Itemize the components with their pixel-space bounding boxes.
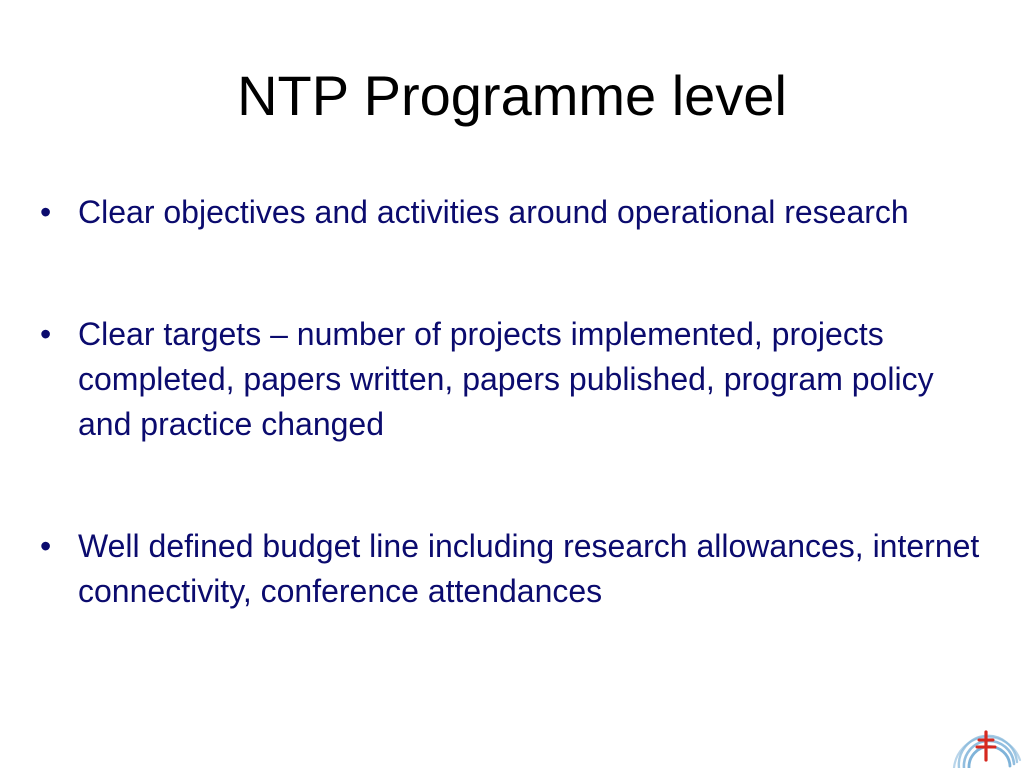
list-item — [30, 190, 990, 235]
bullet-text: Well defined budget line including research allowances, internet connectivity, conference attendances — [78, 528, 980, 609]
bullet-list — [30, 190, 990, 614]
bullet-icon: • — [40, 316, 52, 352]
double-barred-cross-logo-icon — [946, 690, 1024, 768]
slide-title: NTP Programme level — [237, 64, 787, 127]
bullet-text: Clear objectives and activities around operational research — [78, 194, 909, 230]
bullet-icon: • — [40, 528, 52, 564]
bullet-text: Clear targets – number of projects implemented, projects completed, papers written, papers published, program policy and practice changed — [78, 316, 934, 442]
list-item — [30, 524, 990, 614]
bullet-icon: • — [40, 194, 52, 230]
list-item — [30, 312, 990, 447]
